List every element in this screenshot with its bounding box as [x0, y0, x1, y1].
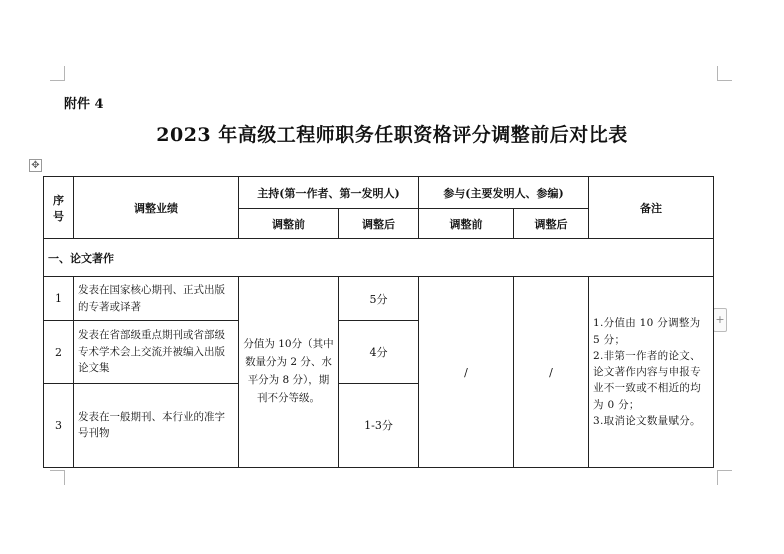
row-host-after: 5分 — [339, 277, 419, 321]
row-host-after: 1-3分 — [339, 383, 419, 467]
header-host-after: 调整后 — [339, 209, 419, 239]
page-title: 2023 年高级工程师职务任职资格评分调整前后对比表 — [156, 124, 628, 146]
participate-before: / — [419, 277, 514, 468]
crop-mark-top-right — [717, 66, 732, 81]
participate-after: / — [514, 277, 589, 468]
row-host-after: 4分 — [339, 321, 419, 383]
crop-mark-bottom-right — [717, 470, 732, 485]
header-remark: 备注 — [589, 177, 714, 239]
header-participate-after: 调整后 — [514, 209, 589, 239]
header-host-before: 调整前 — [239, 209, 339, 239]
row-item: 发表在省部级重点期刊或省部级专术学术会上交流并被编入出版论文集 — [74, 321, 239, 383]
row-item: 发表在一般期刊、本行业的准字号刊物 — [74, 383, 239, 467]
table-row — [44, 277, 714, 321]
table-move-handle-icon[interactable]: ✥ — [29, 159, 42, 172]
row-seq: 3 — [44, 383, 74, 467]
comparison-table — [43, 176, 714, 468]
remark-line: 3.取消论文数量赋分。 — [593, 414, 701, 427]
row-seq: 1 — [44, 277, 74, 321]
section-title: 一、论文著作 — [44, 239, 714, 277]
remark-cell — [589, 277, 714, 468]
host-before-merged: 分值为 10分（其中数量分为 2 分、水平分为 8 分），期刊不分等级。 — [239, 277, 339, 468]
remark-line: 2.非第一作者的论文、论文著作内容与申报专业不一致或不相近的均为 0 分； — [593, 349, 702, 411]
crop-mark-top-left — [50, 66, 65, 81]
attachment-label: 附件 4 — [64, 97, 104, 112]
crop-mark-bottom-left — [50, 470, 65, 485]
row-item: 发表在国家核心期刊、正式出版的专著或译著 — [74, 277, 239, 321]
remark-line: 1.分值由 10 分调整为 5 分； — [593, 317, 701, 346]
header-seq: 序号 — [44, 177, 74, 239]
header-host-group: 主持(第一作者、第一发明人) — [239, 177, 419, 209]
row-seq: 2 — [44, 321, 74, 383]
header-item: 调整业绩 — [74, 177, 239, 239]
header-participate-group: 参与(主要发明人、参编) — [419, 177, 589, 209]
header-participate-before: 调整前 — [419, 209, 514, 239]
table-add-row-icon[interactable]: + — [713, 308, 727, 332]
